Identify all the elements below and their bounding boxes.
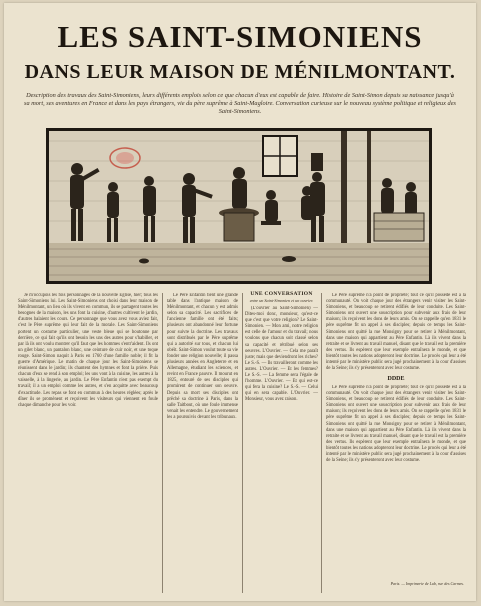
- text-column-1: [18, 293, 158, 593]
- woodcut-scene: [49, 131, 429, 281]
- column-4-text-continued: Le Père suprême n'a point de propriété; tout ce qu'il possède est à la communauté. On voit chaque jour des étrangers venir visiter les Saint-Simoniens, et beaucoup se retirent édifiés de leur conduite. Les Saint-Simoniens ont ouvert une souscription pour subvenir aux frais de leur maison; ils reçoivent les dons de leurs amis. On se rappelle qu'en 1831 le père suprême fit un appel à ses disciples; depuis ce temps les Saint-Simoniens ont quitté la rue Monsigny pour se retirer à Ménilmontant, dans une maison qui appartient au Père Enfantin. Là ils vivent dans la retraite et se livrent au travail manuel, disant que le travail est la première des vertus. Ils espèrent que leur exemple entraînera le monde, et que bientôt toutes les nations adopteront leur doctrine. Le procès qui leur a été intenté par le ministère public sera jugé prochainement à la cour d'assises de la Seine; ils s'y présenteront avec leur costume.: [326, 385, 466, 464]
- column-2-text: Le Père Enfantin tient une grande table dans l'antique maison de Ménilmontant, et chacun y est admis selon sa capacité. Les sacrifices de l'ancienne famille ont été faits; plusieurs ont abandonné leur fortune pour suivre la doctrine. Les travaux sont distribués par le Père suprême qui a autorité sur tous, et chacun lui obéit. Saint-Simon voulut toute sa vie fonder une religion nouvelle; il passa plusieurs années en Angleterre et en Allemagne, étudiant les sciences, et revint en France pauvre. Il mourut en 1825, entouré de ses disciples qui promirent de continuer son oeuvre. Depuis sa mort ses disciples ont prêché sa doctrine à Paris, dans la salle Taitbout, où une foule immense venait les entendre. Le gouvernement les a poursuivis devant les tribunaux.: [167, 293, 238, 420]
- column-rule: [321, 293, 322, 593]
- section-marker: DDDE: [387, 376, 405, 382]
- main-title: LES SAINT-SIMONIENS: [57, 19, 423, 54]
- column-rule: [162, 293, 163, 593]
- conversation-heading: UNE CONVERSATION: [250, 291, 313, 297]
- printer-imprint: Paris. — Imprimerie de Lub, rue des Carmes.: [390, 581, 464, 586]
- text-column-2: [167, 293, 238, 593]
- text-column-4-top: [326, 293, 466, 373]
- column-4-text: Le Père suprême n'a point de propriété; tout ce qu'il possède est à la communauté. On voit chaque jour des étrangers venir visiter les Saint-Simoniens, et beaucoup se retirent édifiés de leur conduite. Les Saint-Simoniens ont ouvert une souscription pour subvenir aux frais de leur maison; ils reçoivent les dons de leurs amis. On se rappelle qu'en 1831 le père suprême fit un appel à ses disciples; depuis ce temps les Saint-Simoniens ont quitté la rue Monsigny pour se retirer à Ménilmontant, dans une maison qui appartient au Père Enfantin. Là ils vivent dans la retraite et se livrent au travail manuel, disant que le travail est la première des vertus. Ils espèrent que leur exemple entraînera le monde, et que bientôt toutes les nations adopteront leur doctrine. Le procès qui leur a été intenté par le ministère public sera jugé prochainement à la cour d'assises de la Seine; ils s'y présenteront avec leur costume.: [326, 293, 466, 372]
- column-1-text: Je m'occupois les fois personnages de la nouvelle Eglise, hier; tous les Saint-Simoniens lui. Les Saint-Simoniens ont choisi dans leur maison de Ménilmontant, un lieu où ils vivent en commun, ils se partagent toutes les besognes de la maison, les uns font la cuisine, d'autres cultivent le jardin, d'autres balaient les cours. Ce personnage que vous avez vous aviez fait, c'est le Père suprême qui leur fait de la morale. Les Saint-Simoniens portent un costume particulier, une veste bleue qui se boutonne par derrière, ce qui fait qu'ils ont besoin les uns des autres pour s'habiller, et par là ils ont voulu montrer qu'il faut que les hommes s'entr'aident. Ils ont un gilet blanc, un pantalon blanc, une ceinture de cuir noir, et une toque rouge. Saint-Simon naquit à Paris en 1760 d'une famille noble; il fit la guerre d'Amérique. Le matin de chaque jour les Saint-Simoniens se réunissent dans le jardin; ils chantent des hymnes et font la prière. Puis chacun d'eux se rend à son emploi; les uns vont à la cuisine, les autres à la vaisselle, à la lingerie, au jardin. Le Père Enfantin n'est pas exempt du travail; il a un emploi comme les autres, et s'en acquitte avec beaucoup d'exactitude. Les repas se font en commun à des heures réglées; après le dîner ils se promènent et reçoivent les visiteurs qui viennent en foule chaque dimanche pour les voir.: [18, 293, 158, 408]
- subtitle-paragraph: Description des travaux des Saint-Simoniens, leurs différents emplois selon ce que chacun d'eux est capable de faire. Histoire de Saint-Simon depuis sa naissance jusqu'à sa mort, ses aventures en France et dans les pays étrangers, vie du père suprême à Saint-Magloire. Conversation curieuse sur le nouveau système politique et religieux des Saint-Simoniens.: [24, 92, 456, 115]
- column-3-text: (L'ouvrier au Saint-Simonien) — Dites-moi donc, monsieur, qu'est-ce que c'est que votre religion? Le Saint-Simonien. — Mon ami, notre religion est celle de l'amour et du travail; nous voulons que chacun soit classé selon sa capacité et rétribué selon ses oeuvres. L'Ouvrier. — Cela me paraît juste; mais que deviendront les riches? Le S.-S. — Ils travailleront comme les autres. L'Ouvrier. — Et les femmes? Le S.-S. — La femme sera l'égale de l'homme. L'Ouvrier. — Et qui est-ce qui fera la cuisine? Le S.-S. — Celui qui en sera capable. L'Ouvrier. — Monsieur, vous avez raison.: [245, 306, 318, 403]
- conversation-subheading: entre un Saint-Simonien et un ouvrier.: [249, 298, 314, 303]
- text-column-3: [245, 306, 318, 593]
- column-rule: [242, 293, 243, 593]
- woodcut-illustration: [46, 128, 432, 284]
- red-stamp: [108, 146, 142, 170]
- broadside-page: [4, 3, 476, 601]
- window-icon: [263, 136, 297, 176]
- secondary-title: DANS LEUR MAISON DE MÉNILMONTANT.: [24, 61, 456, 83]
- text-column-4-bottom: [326, 385, 466, 575]
